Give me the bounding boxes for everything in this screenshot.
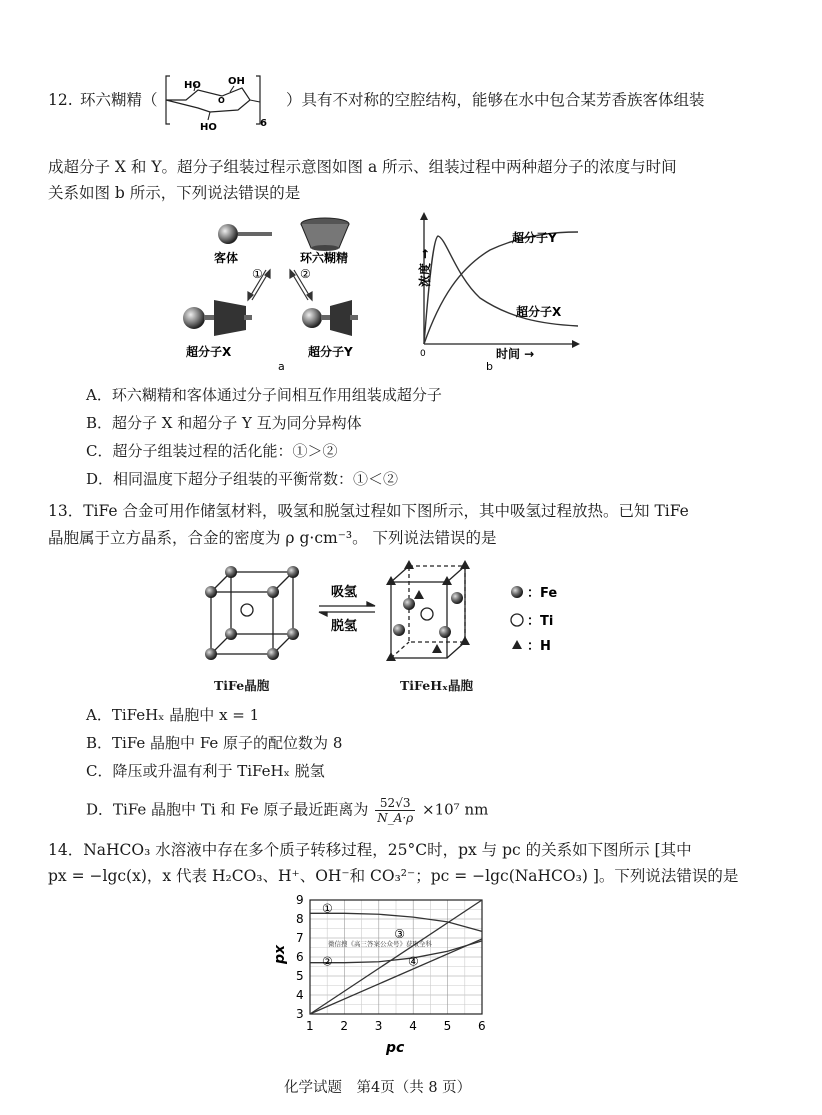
q13-option-c: C．降压或升温有利于 TiFeHₓ 脱氢 (86, 762, 325, 780)
curve-supramolecule-x (424, 236, 578, 344)
q13-text-line2: 晶胞属于立方晶系，合金的密度为 ρ g·cm⁻³。 下列说法错误的是 (48, 529, 497, 547)
q12-option-d: D．相同温度下超分子组装的平衡常数：①＜② (86, 470, 399, 488)
guest-molecule (218, 224, 272, 244)
q12-option-b: B．超分子 X 和超分子 Y 互为同分异构体 (86, 414, 362, 432)
chart-watermark: 微信搜《高三答案公众号》获取全科 (328, 940, 432, 948)
structure-ho-1: HO (184, 80, 201, 91)
fig-a-sy-label: 超分子Y (308, 345, 353, 359)
chart-ylabel: px (272, 944, 288, 964)
q13-option-d-unit: ×10⁷ nm (422, 800, 489, 819)
figure-b-concentration (400, 208, 585, 374)
y-tick-label: 5 (296, 969, 304, 983)
fraction-numerator: 52√3 (375, 796, 415, 811)
fig-a-sx-label: 超分子X (186, 345, 232, 359)
x-tick-label: 5 (443, 1019, 452, 1033)
fig-b-origin: 0 (420, 349, 426, 359)
q13-option-a: A．TiFeHₓ 晶胞中 x = 1 (86, 706, 260, 724)
q13-option-d-fraction (375, 796, 415, 825)
page-footer: 化学试题 第4页（共 8 页） (284, 1080, 472, 1096)
q12-text-line2: 成超分子 X 和 Y。超分子组装过程示意图如图 a 所示、组装过程中两种超分子的浓度与时间 (48, 158, 677, 176)
q14-text-line1: 14．NaHCO₃ 水溶液中存在多个质子转移过程，25°C时，px 与 pc 的关系如下图所示 [其中 (48, 841, 692, 859)
x-tick-label: 2 (340, 1019, 349, 1033)
q12-lead: 环六糊精（ (80, 91, 158, 109)
arrow-absorb-label: 吸氢 (331, 585, 358, 600)
legend-ti-symbol (511, 614, 523, 626)
chart-xlabel: pc (386, 1040, 405, 1056)
x-tick-label: 3 (374, 1019, 383, 1033)
figure-crystal-cells (195, 556, 575, 674)
y-tick-label: 6 (296, 950, 304, 964)
y-tick-label: 3 (296, 1007, 304, 1021)
q14-text-line2: px = −lgc(x)，x 代表 H₂CO₃、H⁺、OH⁻和 CO₃²⁻；pc = −lgc(NaHCO₃) ]。下列说法错误的是 (48, 867, 739, 885)
tifehx-ti-atom (421, 608, 433, 620)
fig-b-caption: b (486, 360, 493, 373)
x-tick-label: 1 (306, 1019, 314, 1033)
legend-h-symbol (512, 640, 522, 649)
x-tick-label: 4 (409, 1019, 417, 1033)
fig-b-y-label: 超分子Y (512, 231, 557, 245)
supramolecule-x (183, 300, 252, 336)
q12-text-line3: 关系如图 b 所示，下列说法错误的是 (48, 184, 301, 202)
structure-subscript: 6 (260, 118, 267, 129)
y-tick-label: 7 (296, 931, 304, 945)
x-tick-label: 6 (478, 1019, 486, 1033)
fig-b-x-label: 超分子X (516, 305, 562, 319)
cyclodextrin-structure (160, 70, 285, 134)
legend-fe: ：Fe (527, 586, 558, 601)
series-label-3: ③ (394, 927, 406, 941)
series-label-1: ① (322, 901, 333, 916)
q12-text-line1: ）具有不对称的空腔结构，能够在水中包合某芳香族客体组装 (286, 91, 705, 109)
px-pc-chart (262, 892, 502, 1062)
caption-tife-cell: TiFe晶胞 (214, 678, 270, 693)
fig-b-xlabel: 时间 → (496, 347, 535, 361)
q12-option-c: C．超分子组装过程的活化能：①＞② (86, 442, 338, 460)
structure-ho-2: HO (200, 122, 217, 133)
arrow-release-label: 脱氢 (331, 619, 358, 634)
q13-option-d-text: D．TiFe 晶胞中 Ti 和 Fe 原子最近距离为 (86, 800, 369, 819)
tife-ti-atom (241, 604, 253, 616)
svg-text:O: O (218, 96, 225, 105)
q12-option-a: A．环六糊精和客体通过分子间相互作用组装成超分子 (86, 386, 442, 404)
structure-oh: OH (228, 76, 245, 87)
fig-a-guest-label: 客体 (214, 251, 239, 265)
y-tick-label: 8 (296, 912, 304, 926)
legend-fe-symbol (511, 586, 523, 598)
supramolecule-y (302, 300, 358, 336)
fig-a-step1: ① (252, 267, 263, 281)
caption-tifehx-cell: TiFeHₓ晶胞 (400, 678, 473, 693)
legend-ti: ：Ti (527, 614, 554, 629)
q12-number: 12. (48, 91, 73, 109)
fig-b-ylabel: 浓度 → (418, 248, 432, 287)
series-label-4: ④ (408, 954, 419, 969)
figure-a-assembly (170, 214, 400, 374)
host-cup (301, 218, 349, 251)
series-label-2: ② (322, 954, 333, 969)
fraction-denominator: N_A·ρ (377, 811, 414, 825)
q13-text-line1: 13．TiFe 合金可用作储氢材料，吸氢和脱氢过程如下图所示，其中吸氢过程放热。已知 TiFe (48, 502, 689, 520)
y-tick-label: 9 (296, 893, 304, 907)
fig-a-host-label: 环六糊精 (300, 251, 349, 265)
fig-a-step2: ② (300, 267, 311, 281)
absorb-release-arrows (319, 602, 375, 616)
fig-a-caption: a (278, 360, 285, 373)
y-tick-label: 4 (296, 988, 304, 1002)
q13-option-d (86, 796, 488, 825)
q13-option-b: B．TiFe 晶胞中 Fe 原子的配位数为 8 (86, 734, 343, 752)
legend-h: ：H (527, 639, 551, 654)
